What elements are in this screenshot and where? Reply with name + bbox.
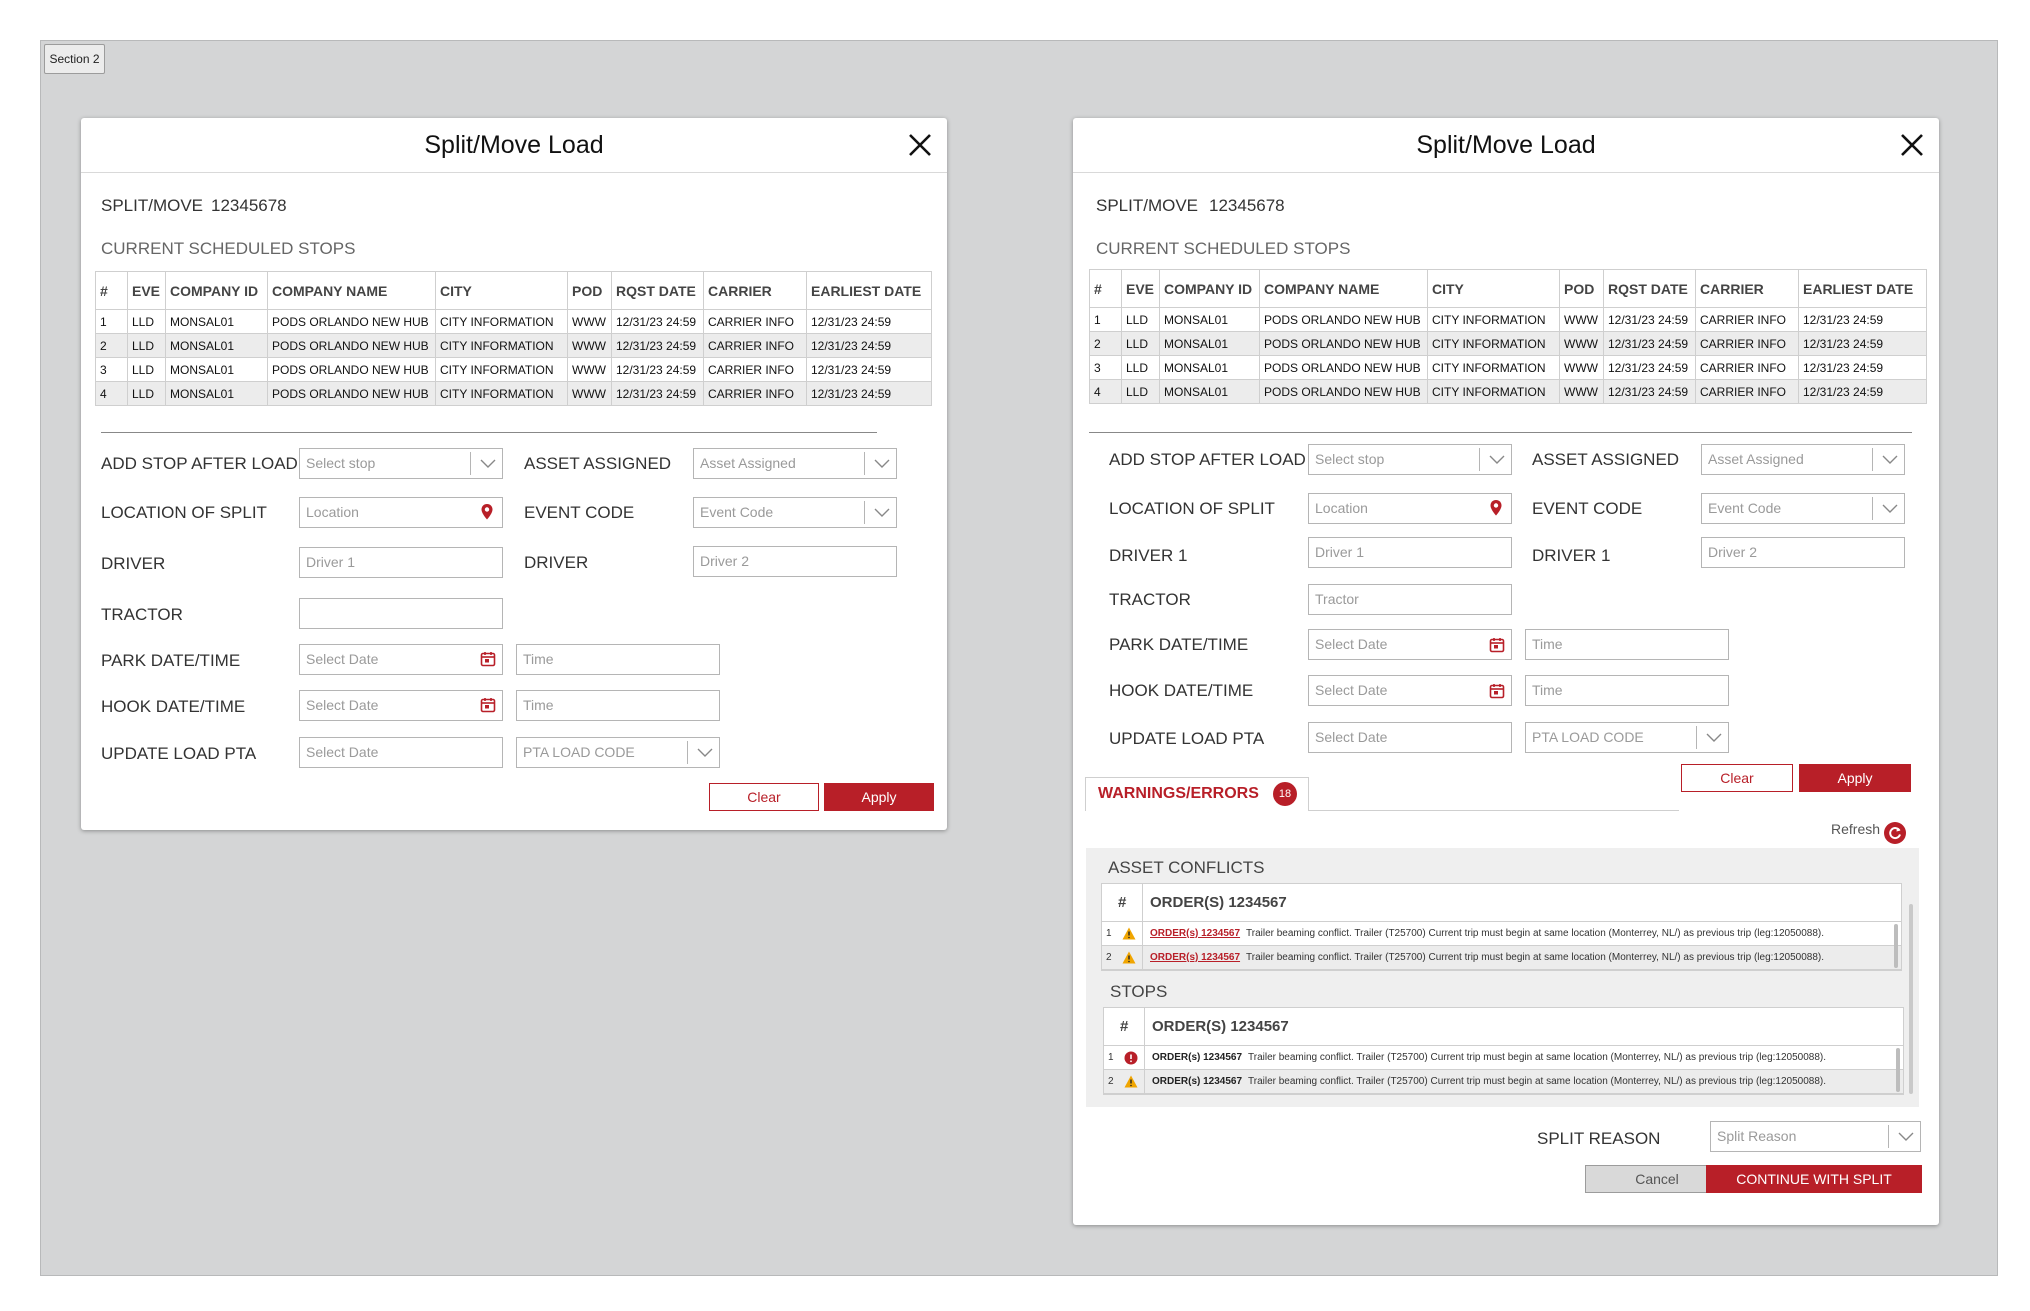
stops-table [95,271,932,406]
cell-carrier: CARRIER INFO [1696,332,1799,356]
tractor-input[interactable]: Tractor [1308,584,1512,615]
table-row[interactable] [1090,380,1927,404]
cell-company-name: PODS ORLANDO NEW HUB [1260,332,1428,356]
cell-rqst-date: 12/31/23 24:59 [612,334,704,358]
cell-city: CITY INFORMATION [436,382,568,406]
driver2-label: DRIVER [524,553,589,572]
issue-message: Trailer beaming conflict. Trailer (T25700) Current trip must begin at same location (Monterrey, NL/) as previous trip (leg:12050088). [1248,1052,1827,1063]
park-date-input[interactable]: Select Date [1308,629,1512,660]
cell-event: LLD [128,358,166,382]
apply-button[interactable]: Apply [1799,764,1911,792]
divider [1089,432,1912,433]
cell-pod: WWW [1560,332,1604,356]
cell-earliest-date: 12/31/23 24:59 [1799,332,1927,356]
cell-carrier: CARRIER INFO [704,310,807,334]
asset-select[interactable]: Asset Assigned [693,448,897,479]
column-header: CITY [436,272,568,310]
cell-event: LLD [128,310,166,334]
cell-carrier: CARRIER INFO [1696,356,1799,380]
modal-header [1073,118,1939,173]
cell-company-name: PODS ORLANDO NEW HUB [268,334,436,358]
cell-city: CITY INFORMATION [436,334,568,358]
cell-rqst-date: 12/31/23 24:59 [612,310,704,334]
cell-company-id: MONSAL01 [1160,356,1260,380]
col-num-header: # [1120,1018,1129,1035]
column-header: # [1090,270,1122,308]
cell-event: LLD [1122,380,1160,404]
col-orders-header: ORDER(S) 1234567 [1152,1018,1289,1035]
tractor-label: TRACTOR [101,605,183,624]
table-row[interactable] [1090,332,1927,356]
column-header: EARLIEST DATE [1799,270,1927,308]
divider [101,432,877,433]
location-label: LOCATION OF SPLIT [1109,499,1275,518]
cell-event: LLD [128,382,166,406]
column-header: # [96,272,128,310]
column-header: EVE [1122,270,1160,308]
location-input[interactable]: Location [299,497,503,528]
warnings-panel [1086,848,1919,1107]
cell-city: CITY INFORMATION [436,310,568,334]
cell-company-name: PODS ORLANDO NEW HUB [1260,356,1428,380]
cell-rqst-date: 12/31/23 24:59 [1604,308,1696,332]
cell-company-name: PODS ORLANDO NEW HUB [1260,308,1428,332]
asset-select[interactable]: Asset Assigned [1701,444,1905,475]
location-label: LOCATION OF SPLIT [101,503,267,522]
stops-title: CURRENT SCHEDULED STOPS [101,239,356,258]
split-move-label: SPLIT/MOVE [101,196,204,215]
cell-earliest-date: 12/31/23 24:59 [1799,380,1927,404]
cell-num: 1 [96,310,128,334]
modal-header [81,118,947,173]
cell-earliest-date: 12/31/23 24:59 [807,334,932,358]
warning-icon [1124,1075,1138,1088]
table-header-row [96,272,932,310]
column-header: CITY [1428,270,1560,308]
column-header: COMPANY ID [166,272,268,310]
row-num: 1 [1106,928,1112,939]
cell-carrier: CARRIER INFO [704,382,807,406]
continue-with-split-button[interactable]: CONTINUE WITH SPLIT [1706,1165,1922,1193]
driver2-label: DRIVER 1 [1532,546,1611,565]
clear-button[interactable]: Clear [709,783,819,811]
close-icon[interactable] [1897,130,1927,160]
cell-num: 4 [96,382,128,406]
error-icon [1124,1051,1138,1065]
cell-pod: WWW [1560,356,1604,380]
cell-num: 3 [96,358,128,382]
modal-title: Split/Move Load [1416,131,1596,159]
location-pin-icon [480,503,494,521]
order-link[interactable]: ORDER(s) 1234567 [1150,928,1241,939]
cell-carrier: CARRIER INFO [704,358,807,382]
cell-company-id: MONSAL01 [1160,332,1260,356]
tractor-input[interactable] [299,598,503,629]
hook-label: HOOK DATE/TIME [1109,681,1254,700]
cell-city: CITY INFORMATION [1428,332,1560,356]
column-header: POD [568,272,612,310]
cell-pod: WWW [1560,380,1604,404]
driver-label: DRIVER [101,554,166,573]
hook-date-input[interactable]: Select Date [299,690,503,721]
modal-title: Split/Move Load [424,131,604,159]
cell-city: CITY INFORMATION [1428,308,1560,332]
cell-company-id: MONSAL01 [166,334,268,358]
asset-conflicts-title: ASSET CONFLICTS [1108,858,1265,877]
driver2-input[interactable]: Driver 2 [693,546,897,577]
apply-button[interactable]: Apply [824,783,934,811]
park-time-input[interactable]: Time [1525,629,1729,660]
refresh-label[interactable]: Refresh [1831,821,1881,837]
asset-label: ASSET ASSIGNED [524,454,672,473]
cell-earliest-date: 12/31/23 24:59 [1799,356,1927,380]
cell-city: CITY INFORMATION [1428,356,1560,380]
cell-company-id: MONSAL01 [166,382,268,406]
asset-conflicts-list [1101,883,1902,971]
hook-date-input[interactable]: Select Date [1308,675,1512,706]
park-date-input[interactable]: Select Date [299,644,503,675]
panel-scrollbar[interactable] [1909,904,1913,1094]
column-header: COMPANY ID [1160,270,1260,308]
cell-company-id: MONSAL01 [1160,380,1260,404]
tab-underline [1309,810,1679,811]
event-code-label: EVENT CODE [1532,499,1643,518]
row-num: 1 [1108,1052,1114,1063]
row-num: 2 [1108,1076,1114,1087]
col-num-header: # [1118,894,1127,911]
calendar-icon[interactable] [480,697,496,713]
cell-pod: WWW [568,310,612,334]
table-row[interactable] [96,310,932,334]
hook-time-input[interactable]: Time [516,690,720,721]
column-header: CARRIER [704,272,807,310]
refresh-icon[interactable] [1883,821,1907,845]
warning-icon [1122,951,1136,964]
cell-company-id: MONSAL01 [166,310,268,334]
event-code-select[interactable]: Event Code [693,497,897,528]
cell-carrier: CARRIER INFO [1696,308,1799,332]
calendar-icon[interactable] [1489,637,1505,653]
cell-event: LLD [1122,308,1160,332]
column-header: CARRIER [1696,270,1799,308]
stops-issues-title: STOPS [1110,982,1168,1001]
order-link[interactable]: ORDER(s) 1234567 [1150,952,1241,963]
add-stop-label: ADD STOP AFTER LOAD [101,454,298,473]
add-stop-select[interactable]: Select stop [1308,444,1512,475]
cell-earliest-date: 12/31/23 24:59 [807,310,932,334]
driver1-input[interactable]: Driver 1 [299,547,503,578]
cell-earliest-date: 12/31/23 24:59 [807,358,932,382]
pta-code-select[interactable]: PTA LOAD CODE [1525,722,1729,753]
driver1-input[interactable]: Driver 1 [1308,537,1512,568]
cell-carrier: CARRIER INFO [704,334,807,358]
cell-rqst-date: 12/31/23 24:59 [1604,332,1696,356]
column-header: RQST DATE [1604,270,1696,308]
park-time-input[interactable]: Time [516,644,720,675]
column-header: POD [1560,270,1604,308]
driver2-input[interactable]: Driver 2 [1701,537,1905,568]
tab-label: WARNINGS/ERRORS [1098,785,1259,802]
cell-carrier: CARRIER INFO [1696,380,1799,404]
event-code-select[interactable]: Event Code [1701,493,1905,524]
calendar-icon[interactable] [480,651,496,667]
cancel-button[interactable]: Cancel [1585,1165,1729,1193]
issue-header [1104,1008,1903,1046]
tractor-label: TRACTOR [1109,590,1191,609]
column-header: COMPANY NAME [268,272,436,310]
cell-rqst-date: 12/31/23 24:59 [612,382,704,406]
pta-label: UPDATE LOAD PTA [101,744,257,763]
table-row[interactable] [1090,308,1927,332]
section-tag: Section 2 [44,44,105,74]
order-label: ORDER(s) 1234567 [1152,1076,1243,1087]
scrollbar[interactable] [1896,1048,1900,1092]
cell-num: 3 [1090,356,1122,380]
column-header: COMPANY NAME [1260,270,1428,308]
split-move-id: 12345678 [211,196,287,215]
split-move-modal-right [1073,118,1939,1225]
table-row[interactable] [96,334,932,358]
cell-num: 4 [1090,380,1122,404]
location-input[interactable]: Location [1308,493,1512,524]
cell-num: 2 [96,334,128,358]
cell-rqst-date: 12/31/23 24:59 [612,358,704,382]
issue-message: Trailer beaming conflict. Trailer (T25700) Current trip must begin at same location (Monterrey, NL/) as previous trip (leg:12050088). [1246,952,1825,963]
issue-row[interactable] [1104,1070,1903,1094]
pta-date-input[interactable]: Select Date [1308,722,1512,753]
warnings-count-badge: 18 [1273,782,1297,806]
hook-label: HOOK DATE/TIME [101,697,246,716]
table-row[interactable] [96,382,932,406]
warning-icon [1122,927,1136,940]
calendar-icon[interactable] [1489,683,1505,699]
column-header: EVE [128,272,166,310]
cell-city: CITY INFORMATION [1428,380,1560,404]
order-label: ORDER(s) 1234567 [1152,1052,1243,1063]
split-reason-label: SPLIT REASON [1537,1129,1661,1148]
split-move-id: 12345678 [1209,196,1285,215]
clear-button[interactable]: Clear [1681,764,1793,792]
cell-rqst-date: 12/31/23 24:59 [1604,356,1696,380]
cell-event: LLD [1122,332,1160,356]
stops-issues-list [1103,1007,1904,1095]
park-label: PARK DATE/TIME [1109,635,1249,654]
issue-message: Trailer beaming conflict. Trailer (T25700) Current trip must begin at same location (Monterrey, NL/) as previous trip (leg:12050088). [1248,1076,1827,1087]
pta-label: UPDATE LOAD PTA [1109,729,1265,748]
table-row[interactable] [1090,356,1927,380]
table-row[interactable] [96,358,932,382]
hook-time-input[interactable]: Time [1525,675,1729,706]
cell-pod: WWW [568,358,612,382]
column-header: EARLIEST DATE [807,272,932,310]
cell-earliest-date: 12/31/23 24:59 [807,382,932,406]
stops-table [1089,269,1927,404]
cell-earliest-date: 12/31/23 24:59 [1799,308,1927,332]
col-orders-header: ORDER(S) 1234567 [1150,894,1287,911]
issue-row[interactable] [1102,946,1901,970]
cell-company-name: PODS ORLANDO NEW HUB [268,382,436,406]
add-stop-select[interactable]: Select stop [299,448,503,479]
cell-rqst-date: 12/31/23 24:59 [1604,380,1696,404]
cell-company-id: MONSAL01 [166,358,268,382]
cell-city: CITY INFORMATION [436,358,568,382]
close-icon[interactable] [905,130,935,160]
cell-company-name: PODS ORLANDO NEW HUB [1260,380,1428,404]
asset-label: ASSET ASSIGNED [1532,450,1680,469]
cell-event: LLD [1122,356,1160,380]
scrollbar[interactable] [1894,924,1898,968]
split-move-modal-left [81,118,947,830]
cell-company-name: PODS ORLANDO NEW HUB [268,310,436,334]
cell-num: 1 [1090,308,1122,332]
pta-code-select[interactable]: PTA LOAD CODE [516,737,720,768]
issue-row[interactable] [1102,922,1901,946]
split-reason-select[interactable]: Split Reason [1710,1121,1921,1152]
stops-title: CURRENT SCHEDULED STOPS [1096,239,1351,258]
driver-label: DRIVER 1 [1109,546,1188,565]
issue-header [1102,884,1901,922]
cell-company-name: PODS ORLANDO NEW HUB [268,358,436,382]
location-pin-icon [1489,499,1503,517]
cell-pod: WWW [1560,308,1604,332]
column-header: RQST DATE [612,272,704,310]
cell-num: 2 [1090,332,1122,356]
table-header-row [1090,270,1927,308]
cell-event: LLD [128,334,166,358]
split-move-label: SPLIT/MOVE [1096,196,1199,215]
cell-pod: WWW [568,334,612,358]
design-canvas [40,40,1998,1276]
cell-pod: WWW [568,382,612,406]
add-stop-label: ADD STOP AFTER LOAD [1109,450,1306,469]
park-label: PARK DATE/TIME [101,651,241,670]
cell-company-id: MONSAL01 [1160,308,1260,332]
event-code-label: EVENT CODE [524,503,635,522]
issue-message: Trailer beaming conflict. Trailer (T25700) Current trip must begin at same location (Monterrey, NL/) as previous trip (leg:12050088). [1246,928,1825,939]
issue-row[interactable] [1104,1046,1903,1070]
row-num: 2 [1106,952,1112,963]
pta-date-input[interactable]: Select Date [299,737,503,768]
